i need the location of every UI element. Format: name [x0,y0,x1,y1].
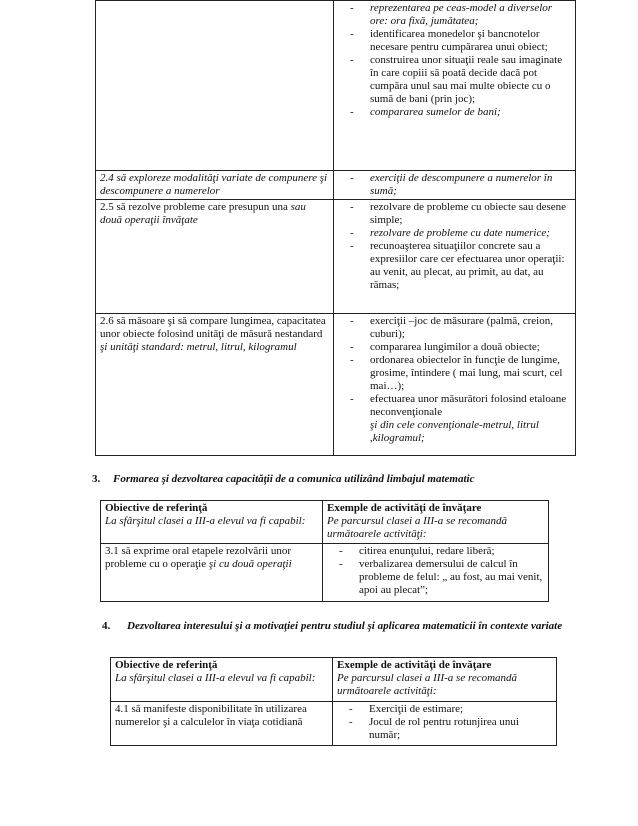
list-item [338,172,571,198]
list-item: - Exerciţii de estimare; [337,703,552,716]
header-activities-cell [323,501,549,544]
header-objectives-subtitle: La sfârşitul clasei a III-a elevul va fi capabil: [115,672,316,684]
section-4-heading [92,619,572,633]
table-row [111,702,557,746]
section-3-title: Formarea şi dezvoltarea capacităţii de a comunica utilizând limbajul matematic [113,473,475,485]
list-item: - verbalizarea demersului de calcul în probleme de felul: „ au fost, au mai venit, apoi au plecat”; [327,558,544,597]
list-item-text: rezolvare de probleme cu date numerice; [370,227,550,239]
section-3-number: 3. [92,473,101,485]
activities-cell [334,200,576,314]
list-item-text: exerciţii de descompunere a numerelor în sumă; [370,172,553,197]
objective-text: 3.1 să exprime oral etapele rezolvării unor probleme cu o operaţie [105,545,292,570]
table-row [101,544,549,602]
objective-cell [101,544,323,602]
list-item: - Jocul de rol pentru rotunjirea unui număr; [337,716,552,742]
header-objectives-subtitle: La sfârşitul clasei a III-a elevul va fi capabil: [105,515,306,527]
activities-cell [334,314,576,456]
list-item [338,2,571,28]
table-header-row [101,501,549,544]
objective-cell [96,200,334,314]
list-item [338,341,571,354]
activities-cell [323,544,549,602]
objective-cell [96,314,334,456]
list-item-text: construirea unor situaţii reale sau imaginate în care copiii să poată decide dacă pot cumpăra unul sau mai multe obiecte cu o sumă de bani (prin joc); [370,54,563,105]
list-item [338,28,571,54]
header-activities-subtitle: Pe parcursul clasei a III-a se recomandă următoarele activităţi: [327,515,508,540]
list-item-text: ordonarea obiectelor în funcţie de lungime, grosime, întindere ( mai lung, mai scurt, cel mai…); [370,354,563,392]
list-item-text: rezolvare de probleme cu obiecte sau desene simple; [370,201,567,226]
list-item-text: reprezentarea pe ceas-model a diverselor ore: ora fixă, jumătatea; [370,2,553,27]
list-item-text: compararea lungimilor a două obiecte; [370,341,540,353]
objectives-table-2 [95,0,576,456]
table-row [96,200,576,314]
objectives-table-4 [110,657,557,746]
objective-cell [96,171,334,200]
table-row [96,1,576,171]
section-4-title: Dezvoltarea interesului şi a motivaţiei pentru studiul şi aplicarea matematicii în contexte variate [127,620,563,632]
objective-text: 2.4 să exploreze modalităţi variate de compunere şi descompunere a numerelor [100,172,328,197]
objective-text: 2.5 să rezolve probleme care presupun una [100,201,291,213]
header-objectives-title: Obiective de referinţă [105,502,208,514]
table-row [96,314,576,456]
header-objectives-cell [111,658,333,702]
list-item [338,201,571,227]
list-item-text: identificarea monedelor şi bancnotelor necesare pentru cumpărarea unui obiect; [370,28,548,53]
section-4-number: 4. [102,620,111,632]
table-row [96,171,576,200]
objective-text: sau două operaţii învăţate [100,201,306,226]
objective-text: şi unităţi standard: metrul, litrul, kilogramul [100,341,297,353]
table-header-row [111,658,557,702]
list-item-continuation: şi din cele convenţionale-metrul, litrul ,kilogramul; [370,419,539,444]
list-item [338,354,571,393]
objectives-table-3 [100,500,549,602]
list-item [338,106,571,119]
section-3-heading [92,472,592,486]
list-item-text: efectuarea unor măsurători folosind etaloane neconvenţionale [370,393,567,418]
header-activities-title: Exemple de activităţi de învăţare [327,502,482,514]
activities-cell [334,1,576,171]
objective-cell: 4.1 să manifeste disponibilitate în utilizarea numerelor şi a calculelor în viaţa cotidiană [111,702,333,746]
list-item-text: recunoaşterea situaţiilor concrete sau a expresiilor care cer efectuarea unor operaţii: au venit, au plecat, au primit, au dat, au rămas; [370,240,565,291]
header-activities-cell [333,658,557,702]
header-activities-title: Exemple de activităţi de învăţare [337,659,492,671]
header-activities-subtitle: Pe parcursul clasei a III-a se recomandă următoarele activităţi: [337,672,518,697]
header-objectives-cell [101,501,323,544]
list-item [338,240,571,292]
list-item [338,393,571,445]
objective-cell [96,1,334,171]
objective-text: 2.6 să măsoare şi să compare lungimea, capacitatea unor obiecte folosind unităţi de măsură nestandard [100,315,326,340]
list-item [338,227,571,240]
header-objectives-title: Obiective de referinţă [115,659,218,671]
list-item [338,54,571,106]
activities-cell [334,171,576,200]
activities-cell [333,702,557,746]
list-item-text: exerciţii –joc de măsurare (palmă, creion, cuburi); [370,315,553,340]
list-item: - citirea enunţului, redare liberă; [327,545,544,558]
list-item [338,315,571,341]
objective-text-italic: şi cu două operaţii [208,558,292,570]
list-item-text: compararea sumelor de bani; [370,106,501,118]
